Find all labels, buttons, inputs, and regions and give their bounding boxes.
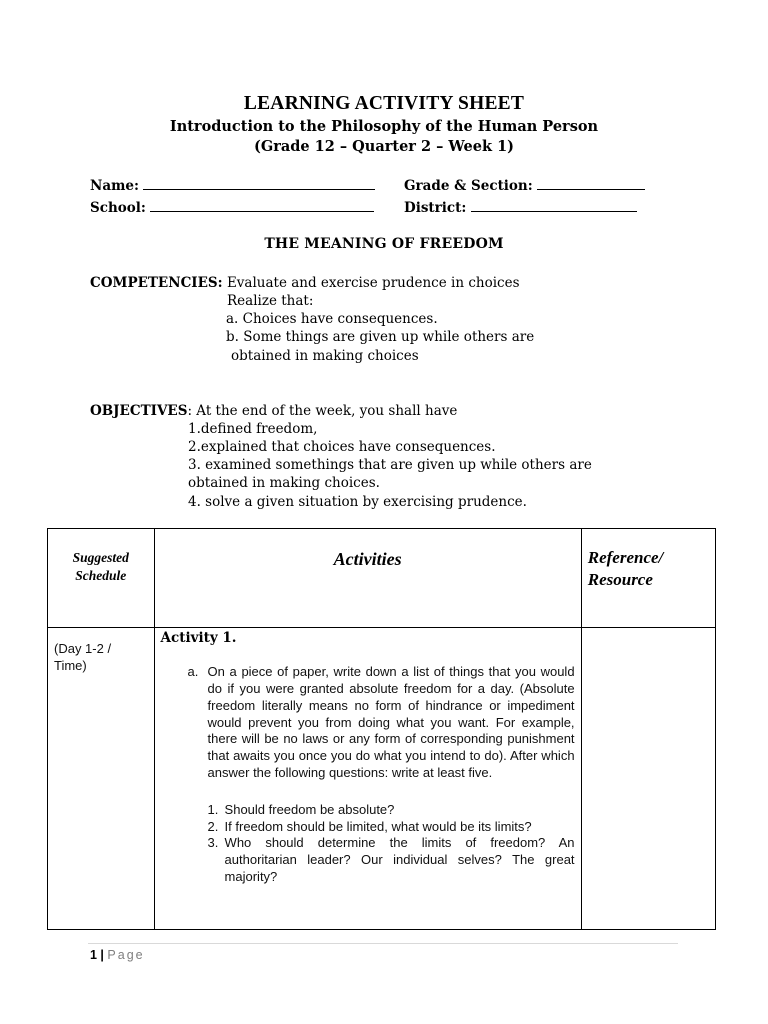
competencies-line-1: [90, 275, 520, 291]
grade-section-blank[interactable]: [537, 177, 645, 190]
school-field[interactable]: [90, 199, 374, 216]
item-letter: a.: [187, 664, 199, 680]
competency-text: Evaluate and exercise prudence in choices: [226, 275, 520, 291]
objectives-intro: : At the end of the week, you shall have: [187, 403, 458, 419]
schedule-table: [47, 528, 716, 930]
objective-line: obtained in making choices.: [188, 475, 380, 491]
header-suggested-schedule: Suggested Schedule: [48, 529, 155, 628]
page-number: 1: [90, 948, 97, 962]
header-activities: Activities: [154, 529, 581, 628]
name-field[interactable]: [90, 177, 375, 194]
section-title: THE MEANING OF FREEDOM: [264, 236, 504, 252]
table-row: [48, 628, 716, 930]
objective-line: 3. examined somethings that are given up while others are: [188, 457, 592, 473]
list-item: 1. Should freedom be absolute?: [207, 801, 395, 817]
document-title: LEARNING ACTIVITY SHEET: [243, 93, 525, 114]
competency-line: b. Some things are given up while others are: [226, 329, 535, 345]
item-text: On a piece of paper, write down a list of things that you would do if you were granted absolute freedom for a day. (Absolute freedom literally means no form of hindrance or impediment would prevent you from doing what you want. For example, there will be no laws or any form of corresponding punishment that awaits you once you do what you intend to do). After which answer the following questions: write at least five.: [207, 664, 575, 780]
competency-line: a. Choices have consequences.: [226, 311, 438, 327]
question-list: [208, 802, 575, 886]
header-reference-resource: Reference/ Resource: [581, 529, 715, 628]
school-blank[interactable]: [150, 199, 374, 212]
activity-title: Activity 1.: [160, 630, 237, 647]
district-label: District:: [404, 200, 467, 216]
competency-line: obtained in making choices: [231, 348, 419, 364]
document-subtitle: Introduction to the Philosophy of the Human Person: [169, 118, 599, 135]
list-item: 3. Who should determine the limits of freedom? An authoritarian leader? Our individual selves? The great majority?: [207, 835, 575, 884]
name-label: Name:: [90, 178, 139, 194]
objective-line: 2.explained that choices have consequences.: [188, 439, 496, 455]
district-blank[interactable]: [471, 199, 637, 212]
objective-line: 4. solve a given situation by exercising prudence.: [188, 494, 527, 510]
page-label: Page: [107, 948, 145, 962]
page-footer: [90, 948, 145, 962]
grade-quarter-week: (Grade 12 – Quarter 2 – Week 1): [253, 138, 515, 155]
table-header-row: [48, 529, 716, 628]
footer-separator: |: [96, 948, 108, 962]
activity-cell: [154, 628, 581, 930]
competency-line: Realize that:: [227, 293, 314, 309]
objective-line: 1.defined freedom,: [188, 421, 318, 437]
grade-section-label: Grade & Section:: [404, 178, 533, 194]
competencies-label: COMPETENCIES:: [90, 275, 223, 291]
objectives-label: OBJECTIVES: [90, 403, 188, 419]
list-item: 2. If freedom should be limited, what would be its limits?: [207, 818, 532, 834]
grade-section-field[interactable]: [404, 177, 645, 194]
reference-cell: [581, 628, 715, 930]
name-blank[interactable]: [143, 177, 375, 190]
district-field[interactable]: [404, 199, 637, 216]
footer-divider: [88, 943, 678, 944]
school-label: School:: [90, 200, 146, 216]
activity-item: [187, 664, 575, 782]
schedule-cell: (Day 1-2 / Time): [48, 628, 155, 930]
objectives-line-1: [90, 403, 457, 419]
